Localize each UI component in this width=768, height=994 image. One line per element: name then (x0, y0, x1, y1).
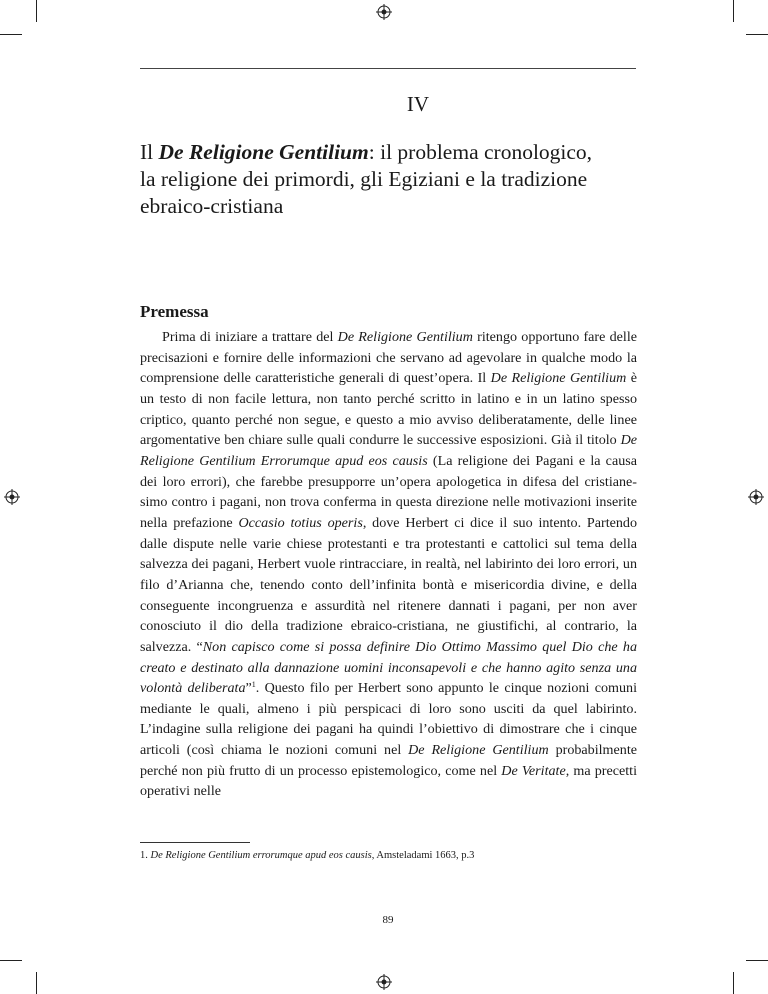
text-run: , dove Herbert ci dice il suo intento. Partendo dalle dispute nelle varie chiese protestanti e tra protestanti e cattolici sul tema della salvezza dei pagani, Herbert vuole rintracciare, in realtà, nel labirinto dei loro errori, un filo d’Arianna che, tenendo conto dell’infinita bontà e misericordia divine, e della conseguente incongruenza e assurdità nel ritenere dannati i pagani, per non aver conosciuto il dio della tradizione ebraico-cristiana, ne giustifichi, al contrario, la salvezza. “ (140, 514, 638, 655)
crop-mark (733, 972, 734, 994)
crop-mark (36, 0, 37, 22)
text-run: ” (245, 680, 252, 697)
chapter-title-italic: De Religione Gentilium (158, 140, 369, 164)
footnote-reference[interactable]: 1 (251, 680, 256, 690)
italic-run: De Religione Gentilium (337, 329, 473, 345)
chapter-number: IV (406, 92, 430, 116)
footnote-title: De Religione Gentilium errorumque apud eos causis (150, 850, 372, 861)
italic-run: De Religione Gentilium Errorumque apud eos causis (140, 432, 637, 469)
chapter-title-prefix: Il (140, 140, 159, 164)
crop-mark (0, 960, 22, 961)
text-run: probabilmente perché non più frutto di un processo epistemologico, come nel (140, 742, 637, 779)
page-number: 89 (382, 914, 394, 926)
body-paragraph (140, 327, 637, 802)
registration-mark-icon (376, 974, 392, 990)
italic-run: De Religione Gentilium (408, 742, 549, 759)
text-run: . Questo filo per Herbert sono appunto le cinque nozioni comuni mediante le quali, almeno i più perspicaci di loro sono usciti da quel labirinto. L’indagine sulla religione dei pagani ha quindi l’obiettivo di dimostrare che i cinque articoli (così chiama le nozioni comuni nel (140, 680, 638, 759)
text-run: , ma precetti operativi nelle (140, 762, 638, 800)
crop-mark (746, 34, 768, 35)
crop-mark (746, 960, 768, 961)
text-run: ritengo opportuno fare delle precisazioni e fornire delle informazioni che servano ad agevolare in qualche modo la comprensione delle caratteristiche generali di quest’opera. Il (140, 329, 637, 387)
chapter-title (140, 139, 696, 220)
text-run: è un testo di non facile lettura, non tanto perché scritto in latino e in un latino spesso criptico, quanto perché non segue, e questo a mio avviso deliberatamente, delle linee argomentative ben chiare sulle quali condurre le successive esposizioni. Già il titolo (140, 370, 637, 449)
footnote (140, 850, 640, 861)
italic-run: De Religione Gentilium (490, 370, 627, 387)
registration-mark-icon (4, 489, 20, 505)
header-rule (140, 68, 636, 69)
chapter-title-line1-rest: : il problema cronologico, (368, 140, 593, 164)
crop-mark (36, 972, 37, 994)
section-heading: Premessa (140, 302, 209, 321)
text-run: Prima di iniziare a trattare del (162, 329, 338, 345)
chapter-title-line3: ebraico-cristiana (140, 194, 284, 218)
italic-run: Occasio totius operis (238, 514, 363, 531)
registration-mark-icon (376, 4, 392, 20)
quotation-italic: Non capisco come si possa definire Dio Ottimo Massimo quel Dio che ha creato e destinato alla dannazione uomini inconsapevoli e che hanno agito senza una volontà deliberata (140, 638, 637, 697)
text-run: (La religione dei Pagani e la causa dei loro errori), che farebbe presupporre un’opera apologetica in difesa del cristianesimo contro i pagani, non trova conferma in questa direzione nelle motivazioni inserite nella prefazione (140, 452, 637, 531)
crop-mark (733, 0, 734, 22)
chapter-title-line2: la religione dei primordi, gli Egiziani e la tradizione (140, 167, 588, 191)
footnote-rest: , Amsteladami 1663, p.3 (371, 850, 475, 861)
crop-mark (0, 34, 22, 35)
italic-run: De Veritate (501, 762, 566, 779)
footnote-rule (140, 842, 250, 843)
registration-mark-icon (748, 489, 764, 505)
footnote-marker: 1. (140, 850, 151, 861)
